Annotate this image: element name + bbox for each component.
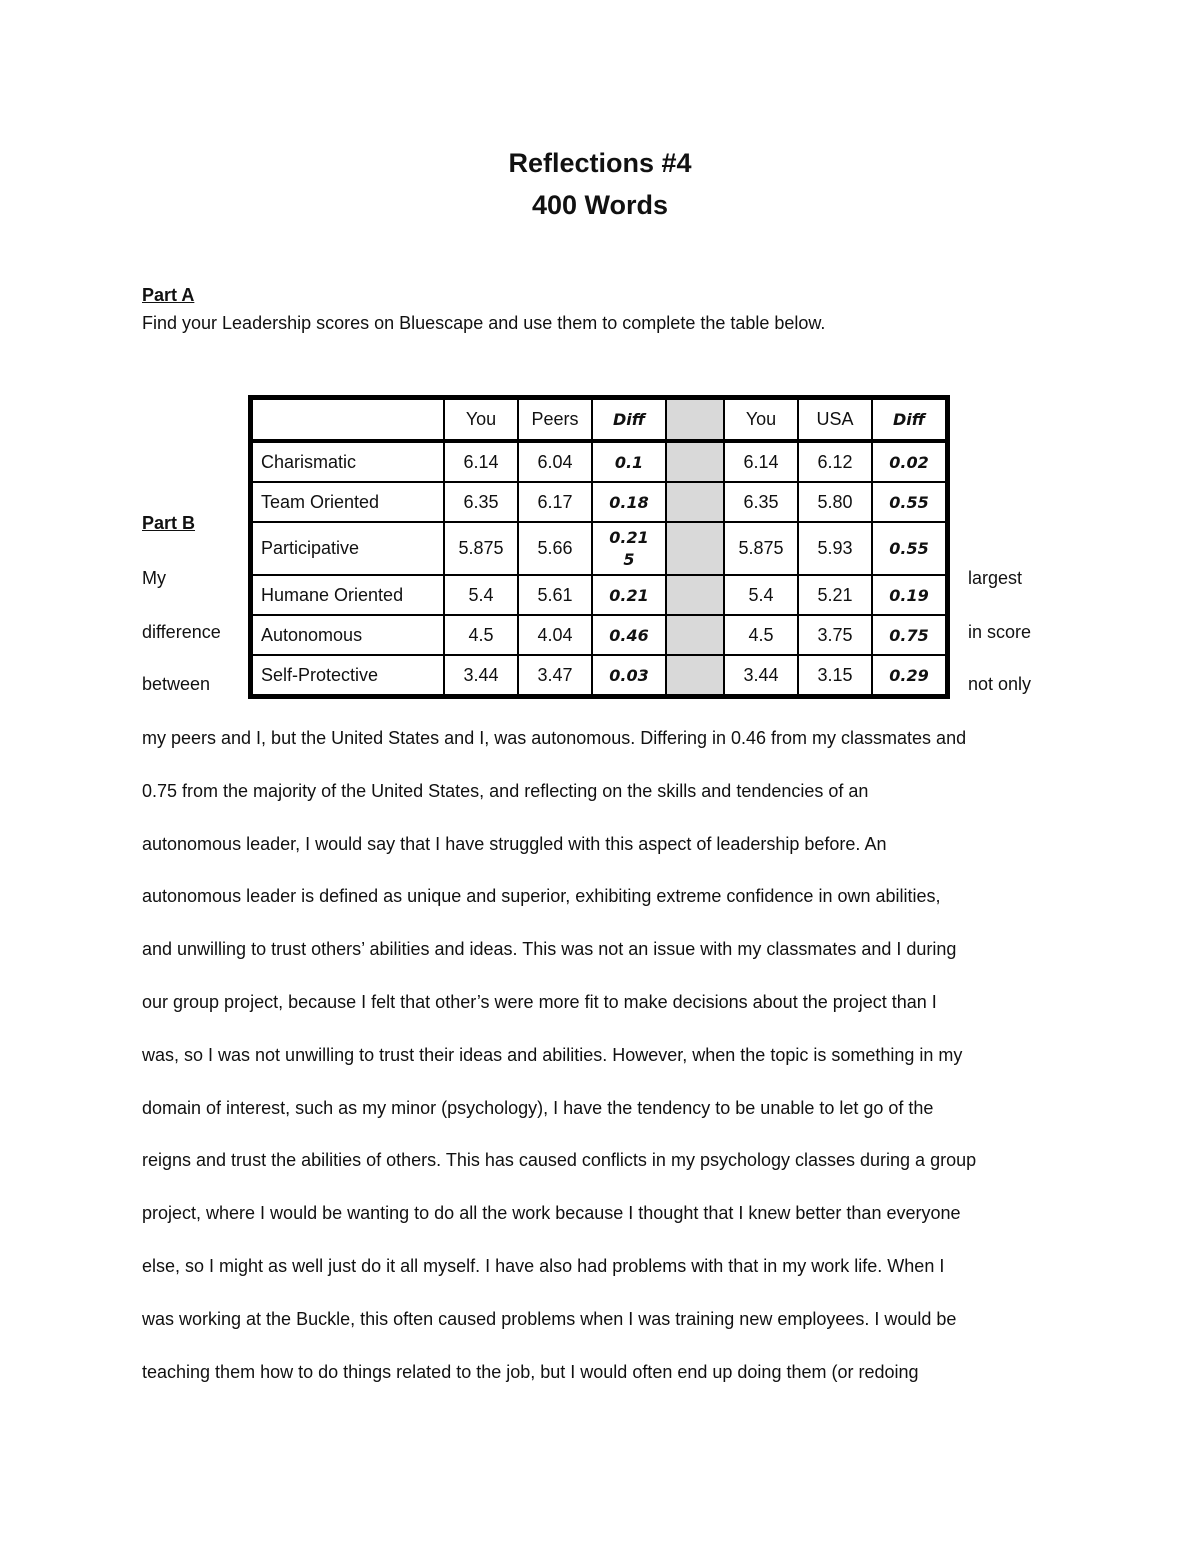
header-cell: You <box>724 398 798 442</box>
peers-diff: 0.18 <box>592 482 666 522</box>
row-label: Self-Protective <box>251 655 445 697</box>
body-line: domain of interest, such as my minor (psychology), I have the tendency to be unable to let go of the <box>142 1097 934 1118</box>
part-b-left-word: between <box>142 674 211 694</box>
body-line: was working at the Buckle, this often caused problems when I was training new employees. I would be <box>142 1308 957 1329</box>
part-b-heading: Part B <box>142 513 196 533</box>
part-b-left-word: difference <box>142 622 221 642</box>
peers-score: 3.47 <box>518 655 592 697</box>
usa-diff: 0.02 <box>872 441 948 482</box>
usa-score: 5.93 <box>798 522 872 575</box>
peers-diff: 0.46 <box>592 615 666 655</box>
row-label: Team Oriented <box>251 482 445 522</box>
title-line-1: Reflections #4 <box>508 148 692 178</box>
gap-cell <box>666 441 724 482</box>
part-a-instruction: Find your Leadership scores on Bluescape and use them to complete the table below. <box>142 313 826 333</box>
row-label: Participative <box>251 522 445 575</box>
header-cell: Diff <box>592 398 666 442</box>
usa-diff: 0.29 <box>872 655 948 697</box>
peers-score: 6.04 <box>518 441 592 482</box>
title-line-2: 400 Words <box>531 190 669 220</box>
you-score: 5.875 <box>724 522 798 575</box>
header-cell: Diff <box>872 398 948 442</box>
usa-score: 5.80 <box>798 482 872 522</box>
you-score: 6.14 <box>724 441 798 482</box>
header-cell: Peers <box>518 398 592 442</box>
body-line: my peers and I, but the United States and I, was autonomous. Differing in 0.46 from my classmates and <box>142 728 967 748</box>
peers-score: 6.17 <box>518 482 592 522</box>
peers-score: 5.66 <box>518 522 592 575</box>
peers-diff: 0.1 <box>592 441 666 482</box>
leadership-scores-table <box>248 395 950 699</box>
usa-diff: 0.55 <box>872 522 948 575</box>
you-score: 4.5 <box>444 615 518 655</box>
you-score: 3.44 <box>444 655 518 697</box>
part-b-right-word: not only <box>968 674 1032 694</box>
table-row <box>251 615 948 655</box>
table-row <box>251 575 948 615</box>
table-row <box>251 441 948 482</box>
usa-score: 3.75 <box>798 615 872 655</box>
gap-cell <box>666 522 724 575</box>
table-row <box>251 482 948 522</box>
peers-diff: 0.21 <box>592 575 666 615</box>
you-score: 6.14 <box>444 441 518 482</box>
part-b-right-word: in score <box>968 622 1032 642</box>
gap-cell <box>666 482 724 522</box>
table-header-row <box>251 398 948 442</box>
table-row <box>251 522 948 575</box>
usa-score: 3.15 <box>798 655 872 697</box>
body-line: project, where I would be wanting to do all the work because I thought that I knew better than everyone <box>142 1203 961 1224</box>
body-line: teaching them how to do things related to the job, but I would often end up doing them (or redoing <box>142 1361 919 1382</box>
peers-score: 4.04 <box>518 615 592 655</box>
body-line: autonomous leader, I would say that I have struggled with this aspect of leadership before. An <box>142 833 887 854</box>
usa-score: 6.12 <box>798 441 872 482</box>
peers-diff-line: 0.21 <box>609 527 649 547</box>
body-line: reigns and trust the abilities of others. This has caused conflicts in my psychology classes during a group <box>142 1150 977 1171</box>
part-a-heading: Part A <box>142 285 195 305</box>
you-score: 4.5 <box>724 615 798 655</box>
table-row <box>251 655 948 697</box>
peers-score: 5.61 <box>518 575 592 615</box>
peers-diff: 0.03 <box>592 655 666 697</box>
you-score: 6.35 <box>724 482 798 522</box>
body-line: 0.75 from the majority of the United States, and reflecting on the skills and tendencies of an <box>142 780 869 801</box>
body-line: our group project, because I felt that other’s were more fit to make decisions about the project than I <box>142 991 937 1012</box>
peers-diff-line: 5 <box>623 549 635 569</box>
you-score: 3.44 <box>724 655 798 697</box>
reflection-body <box>142 718 1062 1404</box>
gap-cell <box>666 615 724 655</box>
usa-score: 5.21 <box>798 575 872 615</box>
body-line: and unwilling to trust others’ abilities and ideas. This was not an issue with my classmates and I during <box>142 939 957 960</box>
you-score: 6.35 <box>444 482 518 522</box>
you-score: 5.875 <box>444 522 518 575</box>
header-cell: USA <box>798 398 872 442</box>
part-b-right-word: largest <box>968 568 1023 588</box>
gap-cell <box>666 575 724 615</box>
usa-diff: 0.55 <box>872 482 948 522</box>
you-score: 5.4 <box>724 575 798 615</box>
document-title <box>0 142 1200 226</box>
row-label: Charismatic <box>251 441 445 482</box>
body-line: else, so I might as well just do it all myself. I have also had problems with that in my work life. When I <box>142 1255 945 1276</box>
row-label: Humane Oriented <box>251 575 445 615</box>
header-cell <box>251 398 445 442</box>
usa-diff: 0.19 <box>872 575 948 615</box>
you-score: 5.4 <box>444 575 518 615</box>
peers-diff <box>592 522 666 575</box>
header-cell: You <box>444 398 518 442</box>
body-line: was, so I was not unwilling to trust their ideas and abilities. However, when the topic is something in my <box>142 1044 963 1065</box>
gap-cell <box>666 398 724 442</box>
gap-cell <box>666 655 724 697</box>
body-line: autonomous leader is defined as unique and superior, exhibiting extreme confidence in own abilities, <box>142 886 941 907</box>
row-label: Autonomous <box>251 615 445 655</box>
part-b-left-word: My <box>142 568 166 588</box>
usa-diff: 0.75 <box>872 615 948 655</box>
